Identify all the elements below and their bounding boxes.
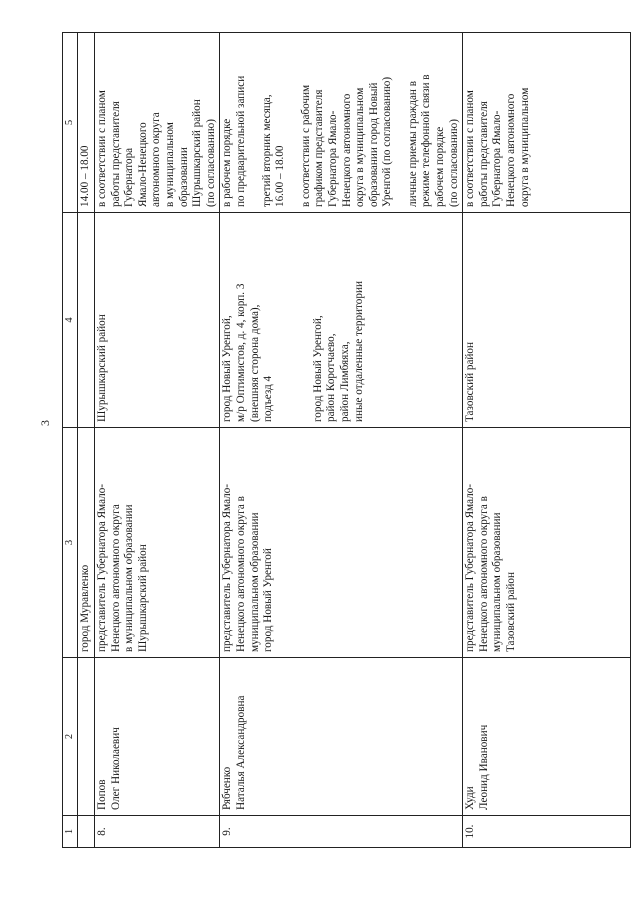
row-number: 10. (463, 816, 631, 848)
schedule-cell (463, 33, 631, 213)
table-row (220, 33, 463, 848)
schedule-line: рабочем порядке (434, 126, 447, 207)
schedule-line: Губернатора Ямало- (326, 110, 339, 207)
table-row (463, 33, 631, 848)
place-line: город Новый Уренгой, (311, 315, 324, 422)
schedule-line: образовании (177, 147, 190, 207)
position-line: город Новый Уренгой (262, 548, 275, 652)
schedule-line: в соответствии с рабочим (299, 84, 312, 207)
column-number: 3 (63, 428, 78, 658)
schedule-line: автономного округа (150, 112, 163, 207)
person-surname: Худи (464, 786, 477, 810)
column-number: 2 (63, 658, 78, 816)
person-surname: Рябченко (221, 766, 234, 810)
schedule-line: в соответствии с планом (464, 90, 477, 207)
schedule-line: графиком представителя (313, 89, 326, 207)
place-line: иные отдаленные территории (352, 281, 365, 422)
schedule-line: округа в муниципальном (354, 87, 367, 207)
place-line: подъезд 4 (262, 375, 275, 422)
section-row (78, 33, 95, 848)
position-line: представитель Губернатора Ямало- (464, 483, 477, 652)
schedule-line: работы представителя (477, 101, 490, 207)
position-line: Ненецкого автономного округа (109, 504, 122, 652)
schedule-cell (220, 33, 463, 213)
section-title: город Муравленко (78, 428, 95, 658)
person-given-name: Наталья Александровна (234, 695, 247, 810)
position-line: в муниципальном образовании (123, 504, 136, 652)
position-cell (95, 428, 220, 658)
person-given-name: Олег Николаевич (109, 727, 122, 810)
place-line: город Новый Уренгой, (221, 315, 234, 422)
schedule-line: Губернатора Ямало- (491, 110, 504, 207)
section-empty-cell (78, 658, 95, 816)
position-line: Ненецкого автономного округа в (234, 496, 247, 652)
section-empty-cell (78, 816, 95, 848)
row-number: 8. (95, 816, 220, 848)
person-surname: Попов (96, 779, 108, 810)
schedule-line: (по согласованию) (447, 119, 460, 207)
schedule-line: режиме телефонной связи в (420, 74, 433, 207)
column-number: 1 (63, 816, 78, 848)
section-time: 14.00 – 18.00 (78, 33, 95, 213)
schedule-line: (по согласованию) (204, 119, 217, 207)
position-cell (220, 428, 463, 658)
position-line: Тазовский район (505, 572, 518, 652)
column-number-row (63, 33, 78, 848)
row-number: 9. (220, 816, 463, 848)
page-number: 3 (38, 420, 52, 426)
schedule-line: в муниципальном (163, 122, 176, 207)
column-number: 5 (63, 33, 78, 213)
schedule-line: Ненецкого автономного (505, 93, 518, 207)
schedule-line: по предварительной записи (234, 75, 247, 207)
section-empty-cell (78, 213, 95, 428)
schedule-line: в рабочем порядке (221, 118, 234, 207)
position-line: Ненецкого автономного округа в (477, 496, 490, 652)
schedule-line: Губернатора (123, 147, 136, 207)
reception-schedule-sheet (62, 33, 617, 848)
place-line: м/р Оптимистов, д. 4, корп. 3 (234, 283, 247, 422)
person-name-cell (220, 658, 463, 816)
place-line: (внешняя сторона дома), (248, 304, 261, 422)
schedule-line: третий вторник месяца, (260, 94, 273, 207)
place-cell (463, 213, 631, 428)
column-number: 4 (63, 213, 78, 428)
schedule-cell (95, 33, 220, 213)
person-name-cell (95, 658, 220, 816)
position-cell (463, 428, 631, 658)
schedule-line: 16.00 – 18.00 (274, 145, 287, 207)
place-line: район Коротчаево, (325, 333, 338, 422)
position-line: представитель Губернатора Ямало- (221, 483, 234, 652)
position-line: муниципальном образовании (248, 512, 261, 652)
schedule-line: в соответствии с планом (96, 90, 108, 207)
schedule-line: Шурышкарский район (191, 99, 204, 207)
person-name-cell (463, 658, 631, 816)
table-row (95, 33, 220, 848)
schedule-line: образовании город Новый (367, 82, 380, 207)
position-line: муниципальном образовании (491, 512, 504, 652)
schedule-line: Ненецкого автономного (340, 93, 353, 207)
person-given-name: Леонид Иванович (477, 724, 490, 810)
schedule-line: личные приемы граждан в (406, 81, 419, 207)
place-cell (95, 213, 220, 428)
position-line: представитель Губернатора Ямало- (96, 483, 108, 652)
place-line: Шурышкарский район (96, 314, 108, 422)
schedule-line: работы представителя (109, 101, 122, 207)
schedule-line: Ямало-Ненецкого (136, 122, 149, 207)
place-cell (220, 213, 463, 428)
place-line: Тазовский район (464, 342, 477, 422)
schedule-line: округа в муниципальном (518, 87, 531, 207)
place-line: район Лимбяяха, (338, 341, 351, 422)
position-line: Шурышкарский район (136, 544, 149, 652)
schedule-line: Уренгой (по согласованию) (381, 76, 394, 207)
reception-schedule-table (62, 32, 631, 848)
